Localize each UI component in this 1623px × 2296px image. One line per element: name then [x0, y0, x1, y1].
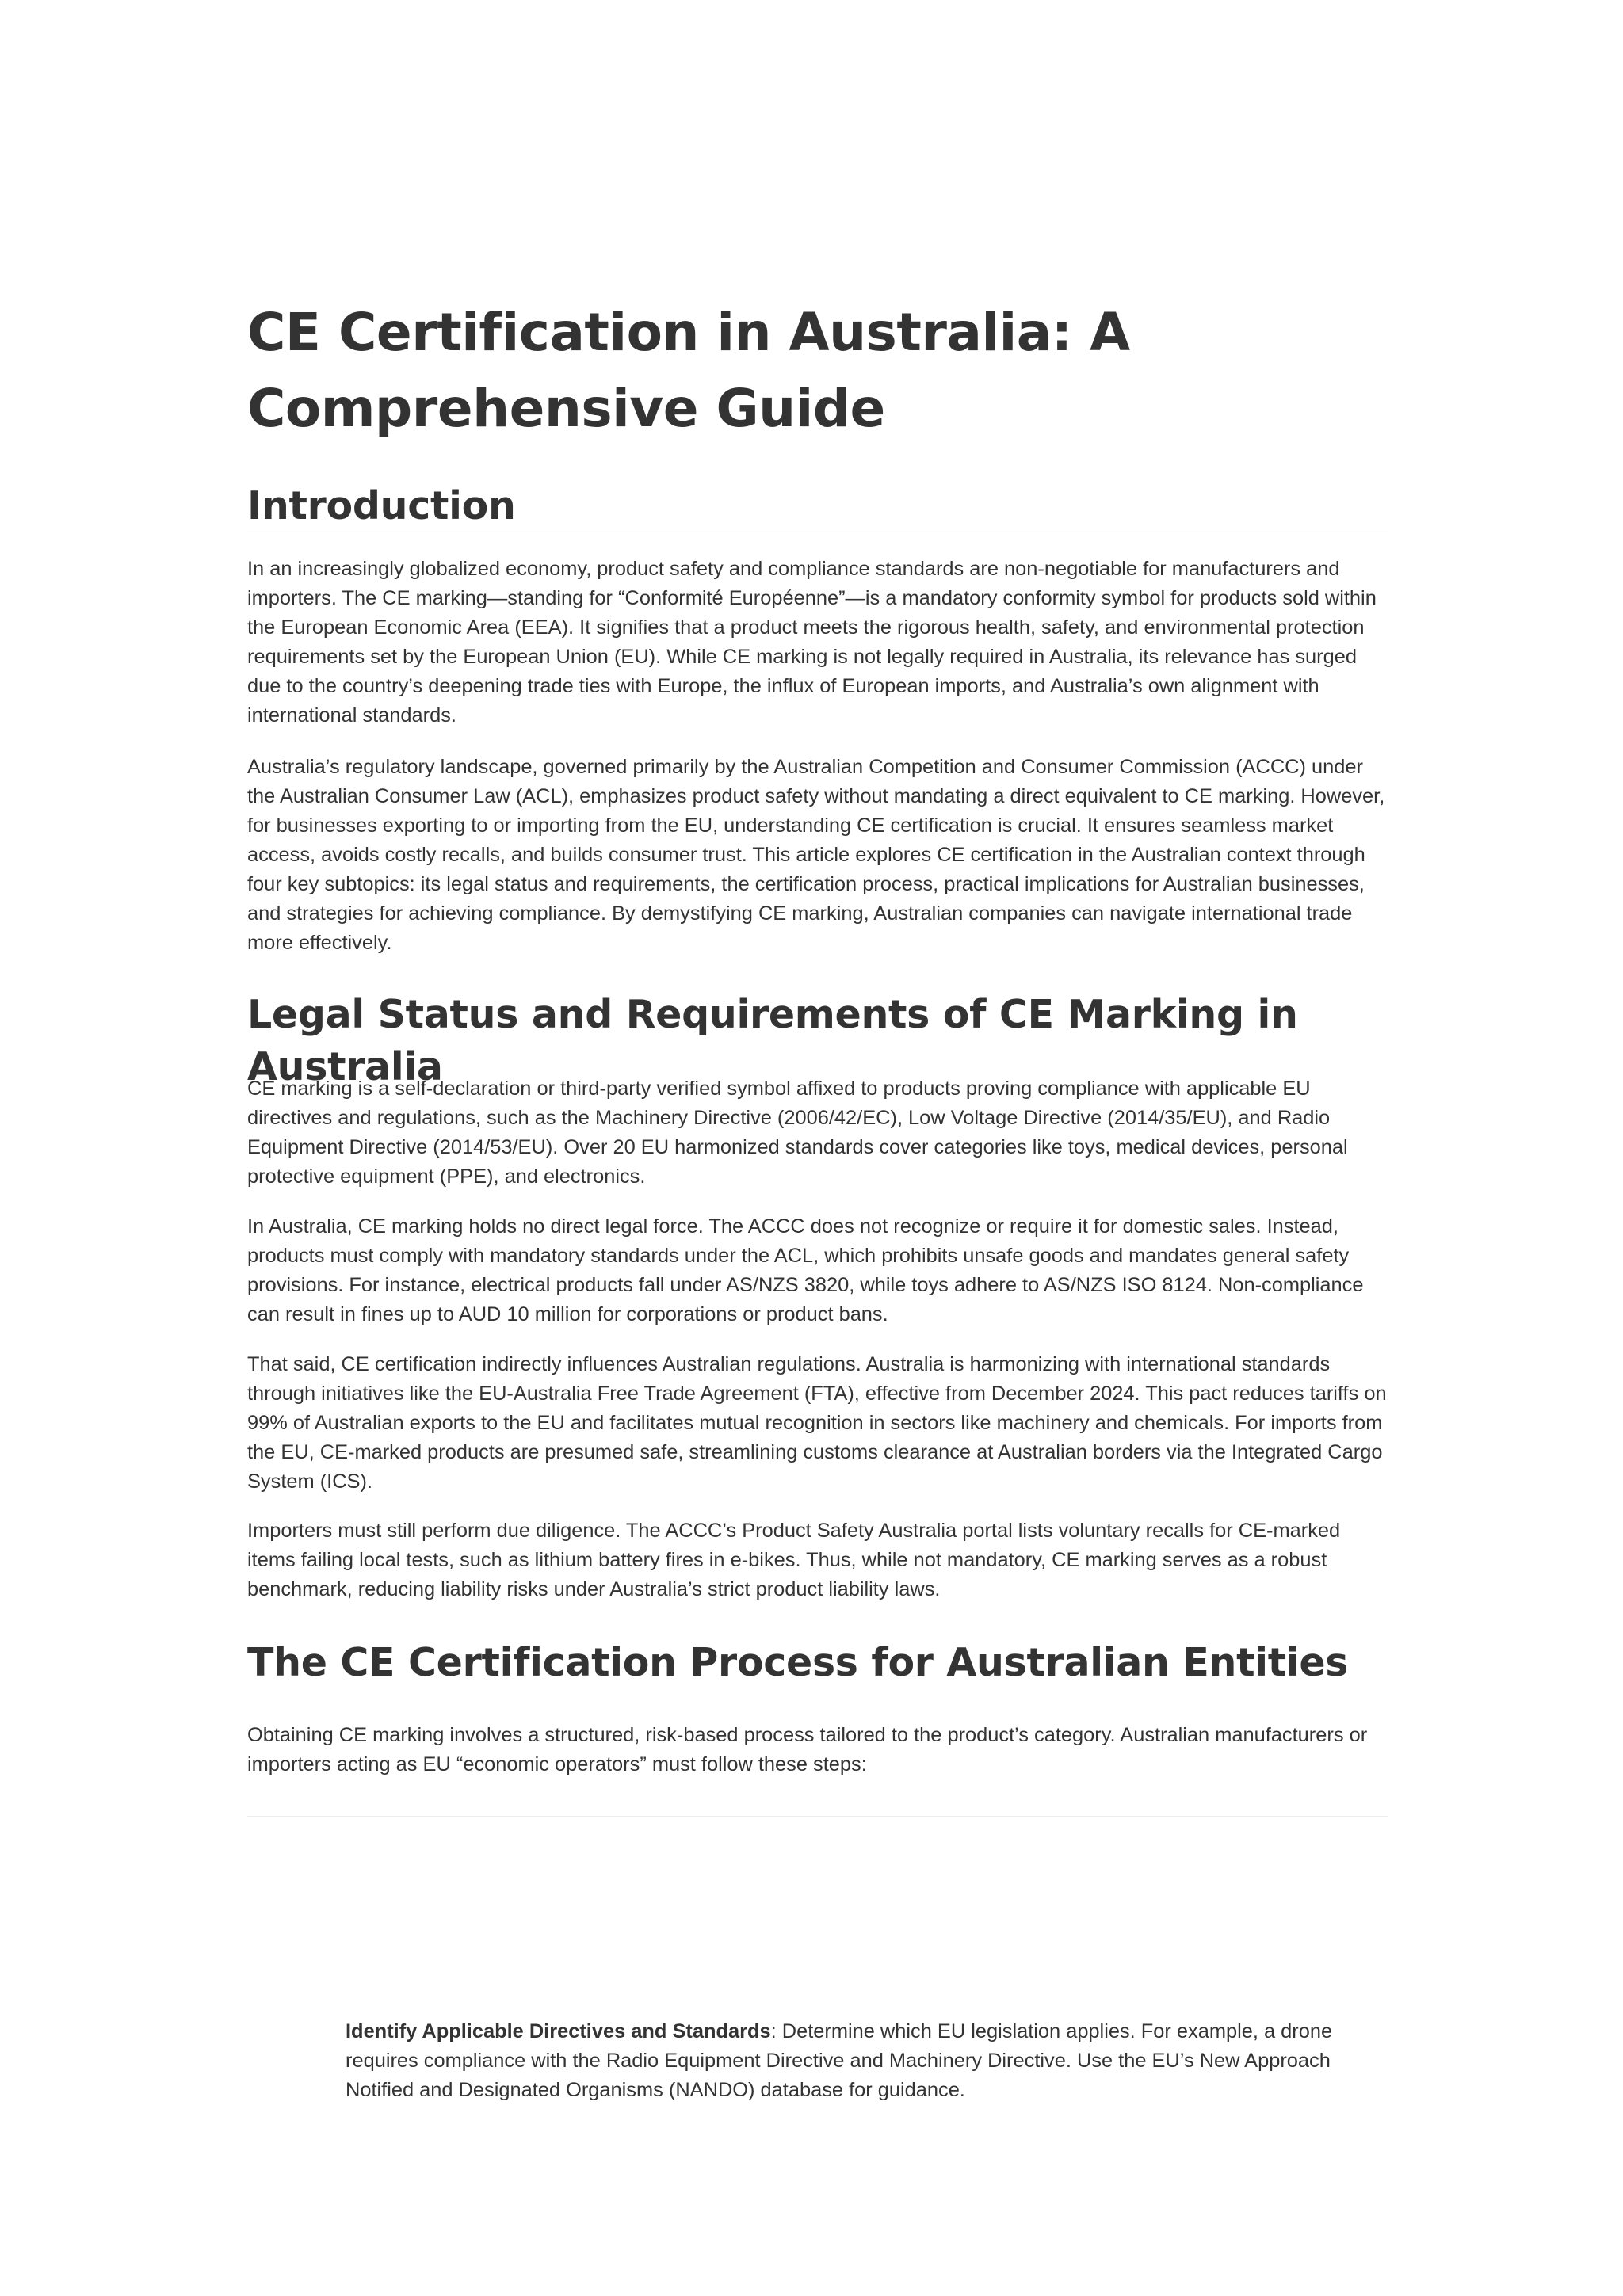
intro-paragraph-1: In an increasingly globalized economy, product safety and compliance standards are non-negotiable for manufacturers and importers. The CE marking—standing for “Conformité Européenne”—is a mandatory conformity symbol for products sold within the European Economic Area (EEA). It signifies that a product meets the rigorous health, safety, and environmental protection requirements set by the European Union (EU). While CE marking is not legally required in Australia, its relevance has surged due to the country’s deepening trade ties with Europe, the influx of European imports, and Australia’s own alignment with international standards. — [247, 558, 1377, 727]
page-break-divider — [247, 1816, 1388, 1817]
legal-status-heading: Legal Status and Requirements of CE Marking in Australia — [247, 992, 1298, 1089]
intro-paragraph-2: Australia’s regulatory landscape, governed primarily by the Australian Competition and Consumer Commission (ACCC) under the Australian Consumer Law (ACL), emphasizes product safety without mandating a direct equivalent to CE marking. However, for businesses exporting to or importing from the EU, understanding CE certification is crucial. It ensures seamless market access, avoids costly recalls, and builds consumer trust. This article explores CE certification in the Australian context through four key subtopics: its legal status and requirements, the certification process, practical implications for Australian businesses, and strategies for achieving compliance. By demystifying CE marking, Australian companies can navigate international trade more effectively. — [247, 756, 1385, 954]
process-paragraph-1: Obtaining CE marking involves a structured, risk-based process tailored to the product’s category. Australian manufacturers or importers acting as EU “economic operators” must follow these steps: — [247, 1724, 1368, 1775]
certification-process-heading: The CE Certification Process for Australian Entities — [247, 1640, 1349, 1685]
list-item-term: Identify Applicable Directives and Standards — [346, 2020, 771, 2042]
page-title: CE Certification in Australia: A Comprehensive Guide — [247, 302, 1130, 439]
legal-paragraph-3: That said, CE certification indirectly influences Australian regulations. Australia is harmonizing with international standards through initiatives like the EU-Australia Free Trade Agreement (FTA), effective from December 2024. This pact reduces tariffs on 99% of Australian exports to the EU and facilitates mutual recognition in sectors like machinery and chemicals. For imports from the EU, CE-marked products are presumed safe, streamlining customs clearance at Australian borders via the Integrated Cargo System (ICS). — [247, 1353, 1387, 1493]
legal-paragraph-4: Importers must still perform due diligence. The ACCC’s Product Safety Australia portal lists voluntary recalls for CE-marked items failing local tests, such as lithium battery fires in e-bikes. Thus, while not mandatory, CE marking serves as a robust benchmark, reducing liability risks under Australia’s strict product liability laws. — [247, 1520, 1341, 1600]
legal-paragraph-2: In Australia, CE marking holds no direct legal force. The ACCC does not recognize or require it for domestic sales. Instead, products must comply with mandatory standards under the ACL, which prohibits unsafe goods and mandates general safety provisions. For instance, electrical products fall under AS/NZS 3820, while toys adhere to AS/NZS ISO 8124. Non-compliance can result in fines up to AUD 10 million for corporations or product bans. — [247, 1215, 1364, 1325]
list-item — [346, 2017, 1388, 2105]
list-item-text: : Determine which EU legislation applies. For example, a drone requires compliance with the Radio Equipment Directive and Machinery Directive. Use the EU’s New Approach Notified and Designated Organisms (NANDO) database for guidance. — [346, 2020, 1333, 2101]
introduction-heading: Introduction — [247, 480, 1388, 528]
legal-paragraph-1: CE marking is a self-declaration or third-party verified symbol affixed to products proving compliance with applicable EU directives and regulations, such as the Machinery Directive (2006/42/EC), Low Voltage Directive (2014/35/EU), and Radio Equipment Directive (2014/53/EU). Over 20 EU harmonized standards cover categories like toys, medical devices, personal protective equipment (PPE), and electronics. — [247, 1077, 1348, 1188]
